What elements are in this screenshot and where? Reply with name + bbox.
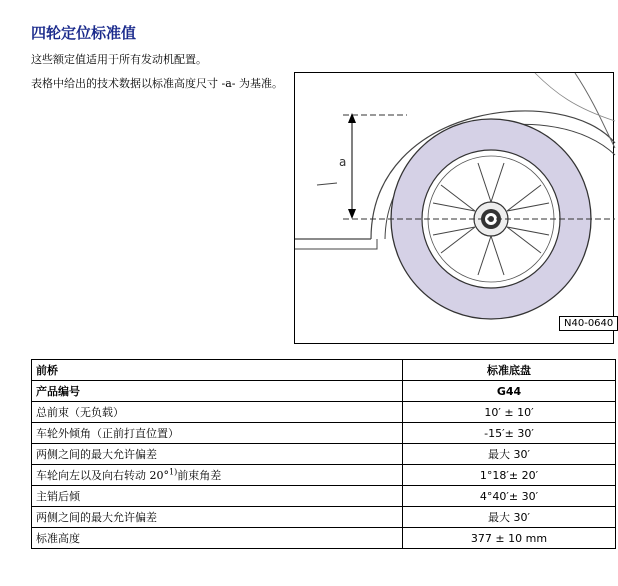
row-label-main: 车轮向左以及向右转动 20° — [36, 469, 169, 482]
row-value: -15′± 30′ — [403, 423, 616, 444]
header-value: 标准底盘 — [403, 360, 616, 381]
figure-ref-label: N40-0640 — [559, 316, 618, 331]
row-label-suffix: 前束角差 — [177, 469, 222, 482]
dimension-a-label: a — [339, 155, 347, 169]
table-row — [32, 423, 616, 444]
row-value: 10′ ± 10′ — [403, 402, 616, 423]
row-label: 总前束（无负载） — [32, 402, 403, 423]
table-row — [32, 528, 616, 549]
row-label: 两侧之间的最大允许偏差 — [32, 507, 403, 528]
footnote-marker: 1) — [169, 467, 178, 477]
wheel-diagram — [294, 72, 614, 344]
row-label: 两侧之间的最大允许偏差 — [32, 444, 403, 465]
reference-paragraph: 表格中给出的技术数据以标准高度尺寸 -a- 为基准。 — [31, 77, 283, 90]
table-row — [32, 444, 616, 465]
table-header-row — [32, 360, 616, 381]
table-row — [32, 486, 616, 507]
row-value: 最大 30′ — [403, 507, 616, 528]
code-label: 产品编号 — [32, 381, 403, 402]
row-label — [32, 465, 403, 486]
row-label: 主销后倾 — [32, 486, 403, 507]
row-value: 4°40′± 30′ — [403, 486, 616, 507]
table-code-row — [32, 381, 616, 402]
row-value: 最大 30′ — [403, 444, 616, 465]
intro-paragraph: 这些额定值适用于所有发动机配置。 — [31, 53, 207, 66]
alignment-spec-table — [31, 359, 616, 549]
table-row — [32, 465, 616, 486]
code-value: G44 — [403, 381, 616, 402]
header-label: 前桥 — [32, 360, 403, 381]
row-label: 车轮外倾角（正前打直位置） — [32, 423, 403, 444]
table-row — [32, 507, 616, 528]
row-label: 标准高度 — [32, 528, 403, 549]
row-value: 377 ± 10 mm — [403, 528, 616, 549]
wheel-illustration — [295, 73, 615, 345]
table-row — [32, 402, 616, 423]
page-title: 四轮定位标准值 — [31, 24, 137, 42]
row-value: 1°18′± 20′ — [403, 465, 616, 486]
